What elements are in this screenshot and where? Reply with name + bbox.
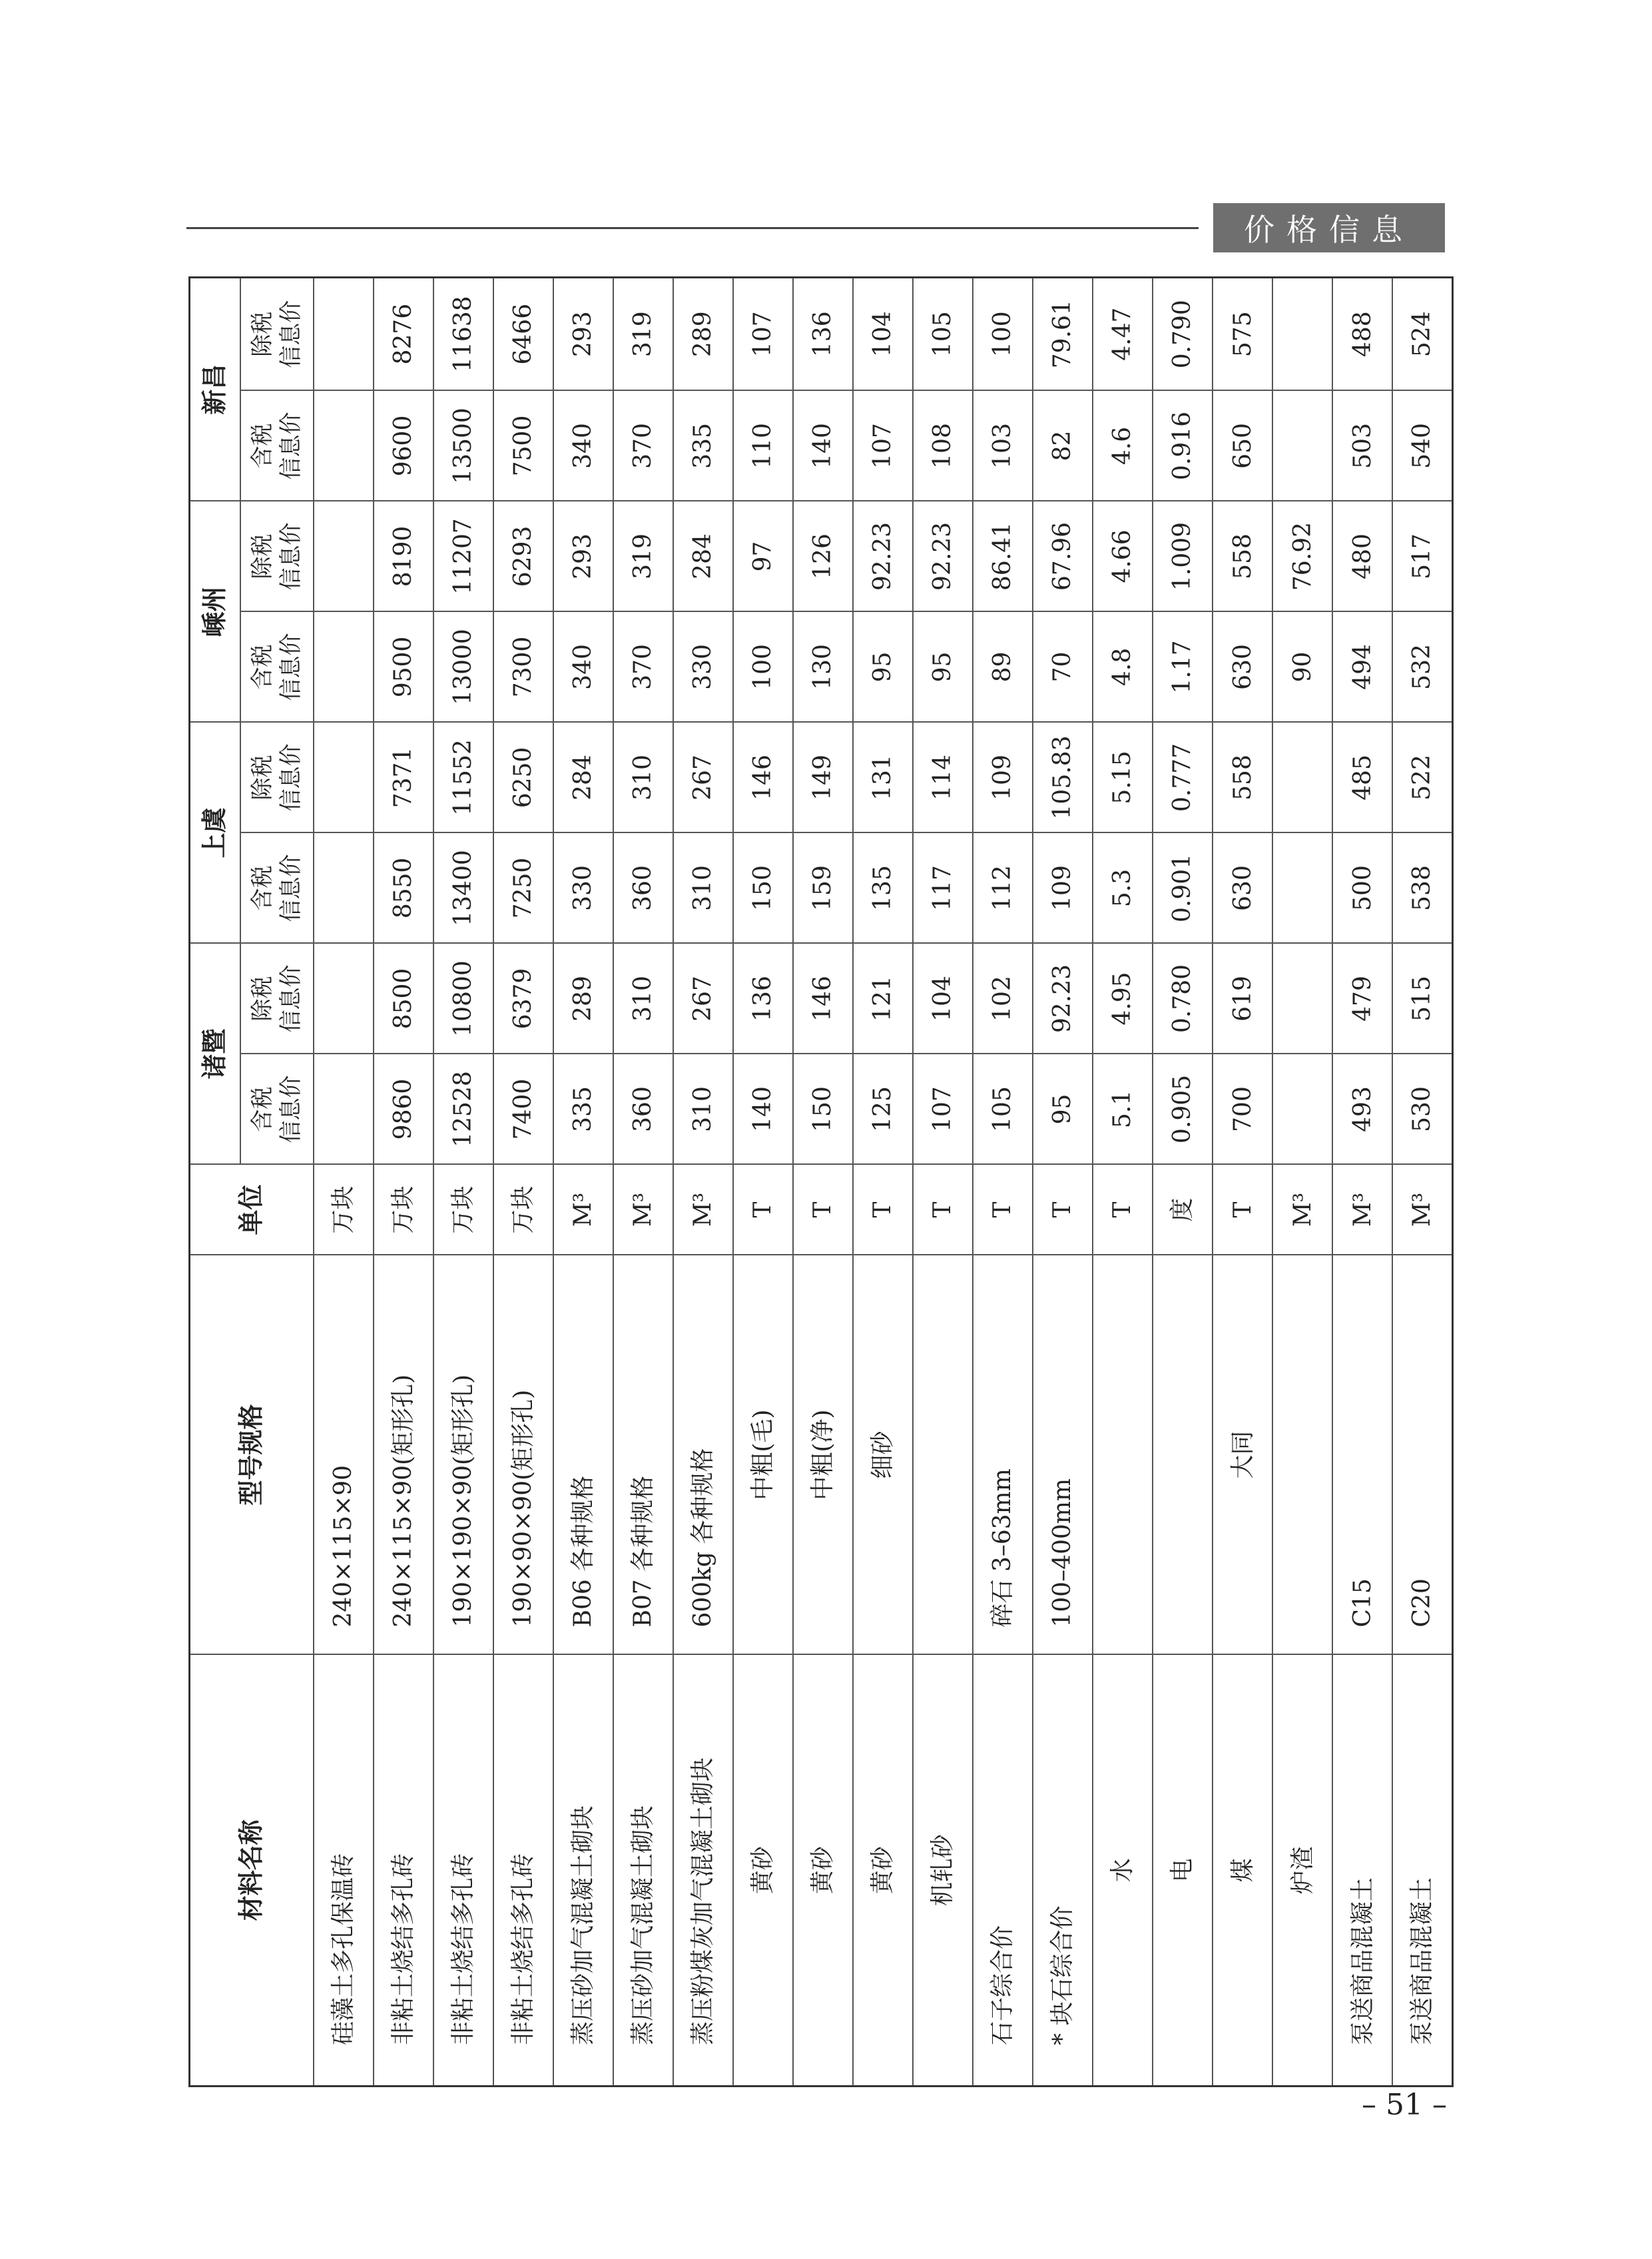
cell-unit: T (853, 1165, 913, 1255)
cell-price-tax-included: 82 (1033, 390, 1093, 501)
cell-price-tax-included: 107 (913, 1054, 973, 1165)
cell-price-tax-included: 650 (1213, 390, 1272, 501)
cell-price-tax-excluded: 126 (793, 501, 853, 611)
cell-price-tax-included: 700 (1213, 1054, 1272, 1165)
cell-price-tax-included (314, 390, 374, 501)
header-tax-included: 含税 信息价 (240, 1054, 314, 1165)
cell-spec (913, 1255, 973, 1655)
cell-price-tax-excluded: 146 (733, 722, 793, 832)
cell-price-tax-included: 13400 (433, 832, 493, 943)
header-spec: 型号规格 (190, 1255, 314, 1655)
cell-price-tax-excluded: 267 (673, 722, 733, 832)
cell-price-tax-excluded: 92.23 (853, 501, 913, 611)
cell-price-tax-excluded: 67.96 (1033, 501, 1093, 611)
cell-material-name: 黄砂 (793, 1655, 853, 2087)
cell-price-tax-excluded: 5.15 (1093, 722, 1153, 832)
cell-price-tax-included: 9600 (374, 390, 433, 501)
cell-unit: 万块 (493, 1165, 553, 1255)
cell-price-tax-included: 370 (613, 611, 673, 722)
cell-unit: M³ (1332, 1165, 1392, 1255)
cell-price-tax-excluded: 319 (613, 501, 673, 611)
cell-price-tax-excluded: 293 (553, 501, 613, 611)
cell-price-tax-included: 90 (1272, 611, 1332, 722)
cell-price-tax-included: 310 (673, 1054, 733, 1165)
cell-price-tax-excluded: 0.790 (1153, 277, 1213, 390)
cell-price-tax-excluded: 293 (553, 277, 613, 390)
table-row (673, 277, 733, 2086)
cell-price-tax-included: 540 (1392, 390, 1452, 501)
cell-price-tax-excluded: 524 (1392, 277, 1452, 390)
table-row (1093, 277, 1153, 2086)
cell-spec: 细砂 (853, 1255, 913, 1655)
header-unit: 单位 (190, 1165, 314, 1255)
cell-material-name: 黄砂 (853, 1655, 913, 2087)
cell-material-name: 水 (1093, 1655, 1153, 2087)
cell-price-tax-included: 100 (733, 611, 793, 722)
cell-price-tax-excluded: 131 (853, 722, 913, 832)
cell-price-tax-included: 95 (1033, 1054, 1093, 1165)
cell-unit: T (973, 1165, 1033, 1255)
cell-price-tax-included: 1.17 (1153, 611, 1213, 722)
cell-price-tax-excluded: 136 (793, 277, 853, 390)
cell-price-tax-excluded: 267 (673, 943, 733, 1054)
cell-price-tax-excluded: 4.66 (1093, 501, 1153, 611)
cell-price-tax-excluded: 10800 (433, 943, 493, 1054)
cell-price-tax-excluded: 4.47 (1093, 277, 1153, 390)
cell-price-tax-excluded: 109 (973, 722, 1033, 832)
cell-price-tax-excluded: 6379 (493, 943, 553, 1054)
cell-price-tax-excluded: 522 (1392, 722, 1452, 832)
cell-price-tax-included (314, 832, 374, 943)
cell-price-tax-included: 105 (973, 1054, 1033, 1165)
cell-price-tax-included: 140 (733, 1054, 793, 1165)
cell-price-tax-excluded: 92.23 (913, 501, 973, 611)
cell-price-tax-excluded: 114 (913, 722, 973, 832)
cell-price-tax-included: 530 (1392, 1054, 1452, 1165)
header-region: 嵊州 (190, 501, 240, 722)
header-tax-excluded: 除税 信息价 (240, 722, 314, 832)
cell-price-tax-excluded (314, 277, 374, 390)
cell-unit: M³ (1392, 1165, 1452, 1255)
cell-price-tax-excluded: 102 (973, 943, 1033, 1054)
cell-unit: T (1033, 1165, 1093, 1255)
cell-price-tax-included: 0.901 (1153, 832, 1213, 943)
header-region: 诸暨 (190, 943, 240, 1164)
header-tax-excluded: 除税 信息价 (240, 501, 314, 611)
table-row (374, 277, 433, 2086)
cell-price-tax-excluded: 107 (733, 277, 793, 390)
cell-price-tax-included: 159 (793, 832, 853, 943)
cell-spec (1093, 1255, 1153, 1655)
cell-price-tax-included: 7500 (493, 390, 553, 501)
cell-price-tax-excluded: 4.95 (1093, 943, 1153, 1054)
cell-price-tax-included: 103 (973, 390, 1033, 501)
table-row (853, 277, 913, 2086)
cell-spec: B07 各种规格 (613, 1255, 673, 1655)
cell-material-name: 硅藻土多孔保温砖 (314, 1655, 374, 2087)
table-row (1213, 277, 1272, 2086)
page-number: – 51 – (1362, 2088, 1447, 2122)
cell-price-tax-excluded: 558 (1213, 501, 1272, 611)
cell-price-tax-included: 112 (973, 832, 1033, 943)
table-row (973, 277, 1033, 2086)
header-tax-included: 含税 信息价 (240, 390, 314, 501)
cell-unit: T (793, 1165, 853, 1255)
cell-price-tax-excluded: 149 (793, 722, 853, 832)
cell-price-tax-included: 9860 (374, 1054, 433, 1165)
cell-price-tax-excluded: 619 (1213, 943, 1272, 1054)
cell-price-tax-included (314, 611, 374, 722)
cell-price-tax-excluded: 0.777 (1153, 722, 1213, 832)
section-title-badge: 价格信息 (1213, 203, 1445, 252)
cell-material-name: 蒸压砂加气混凝土砌块 (613, 1655, 673, 2087)
cell-spec: 100–400mm (1033, 1255, 1093, 1655)
cell-price-tax-excluded: 8276 (374, 277, 433, 390)
cell-material-name: 石子综合价 (973, 1655, 1033, 2087)
cell-price-tax-included: 5.3 (1093, 832, 1153, 943)
header-region: 新昌 (190, 277, 240, 501)
cell-price-tax-excluded (314, 943, 374, 1054)
cell-price-tax-included: 630 (1213, 611, 1272, 722)
cell-price-tax-excluded: 136 (733, 943, 793, 1054)
cell-price-tax-included (1272, 832, 1332, 943)
header-tax-included: 含税 信息价 (240, 832, 314, 943)
cell-unit: 万块 (314, 1165, 374, 1255)
cell-price-tax-included: 330 (673, 611, 733, 722)
cell-price-tax-excluded: 92.23 (1033, 943, 1093, 1054)
cell-price-tax-included: 8550 (374, 832, 433, 943)
cell-unit: T (1213, 1165, 1272, 1255)
cell-price-tax-excluded: 6293 (493, 501, 553, 611)
cell-price-tax-included: 360 (613, 1054, 673, 1165)
cell-price-tax-excluded: 105.83 (1033, 722, 1093, 832)
cell-spec (1272, 1255, 1332, 1655)
cell-price-tax-included: 4.6 (1093, 390, 1153, 501)
cell-price-tax-excluded: 310 (613, 943, 673, 1054)
cell-price-tax-included: 107 (853, 390, 913, 501)
cell-price-tax-included: 335 (673, 390, 733, 501)
cell-price-tax-included: 13000 (433, 611, 493, 722)
cell-price-tax-included: 493 (1332, 1054, 1392, 1165)
cell-price-tax-included: 335 (553, 1054, 613, 1165)
cell-material-name: 黄砂 (733, 1655, 793, 2087)
cell-material-name: 炉渣 (1272, 1655, 1332, 2087)
table-row (1153, 277, 1213, 2086)
cell-price-tax-excluded: 284 (673, 501, 733, 611)
cell-price-tax-excluded: 79.61 (1033, 277, 1093, 390)
cell-price-tax-excluded: 485 (1332, 722, 1392, 832)
cell-spec: 600kg 各种规格 (673, 1255, 733, 1655)
cell-material-name: * 块石综合价 (1033, 1655, 1093, 2087)
cell-material-name: 蒸压粉煤灰加气混凝土砌块 (673, 1655, 733, 2087)
cell-price-tax-included: 494 (1332, 611, 1392, 722)
cell-price-tax-excluded: 8190 (374, 501, 433, 611)
cell-unit: T (733, 1165, 793, 1255)
cell-price-tax-excluded: 6466 (493, 277, 553, 390)
cell-unit: M³ (553, 1165, 613, 1255)
cell-price-tax-included: 4.8 (1093, 611, 1153, 722)
cell-price-tax-included: 630 (1213, 832, 1272, 943)
cell-price-tax-included: 130 (793, 611, 853, 722)
cell-material-name: 机轧砂 (913, 1655, 973, 2087)
cell-price-tax-included: 140 (793, 390, 853, 501)
header-region: 上虞 (190, 722, 240, 943)
cell-price-tax-included: 500 (1332, 832, 1392, 943)
cell-spec: 240×115×90 (314, 1255, 374, 1655)
cell-price-tax-included: 89 (973, 611, 1033, 722)
header-rule (186, 227, 1199, 229)
cell-unit: 万块 (433, 1165, 493, 1255)
cell-unit: 度 (1153, 1165, 1213, 1255)
cell-price-tax-excluded: 575 (1213, 277, 1272, 390)
cell-price-tax-included: 108 (913, 390, 973, 501)
cell-material-name: 电 (1153, 1655, 1213, 2087)
cell-material-name: 泵送商品混凝土 (1332, 1655, 1392, 2087)
cell-price-tax-excluded: 7371 (374, 722, 433, 832)
cell-price-tax-included: 5.1 (1093, 1054, 1153, 1165)
cell-price-tax-excluded: 289 (553, 943, 613, 1054)
cell-material-name: 泵送商品混凝土 (1392, 1655, 1452, 2087)
cell-price-tax-included: 13500 (433, 390, 493, 501)
cell-price-tax-included: 70 (1033, 611, 1093, 722)
table-row (733, 277, 793, 2086)
cell-price-tax-included: 532 (1392, 611, 1452, 722)
cell-material-name: 煤 (1213, 1655, 1272, 2087)
cell-price-tax-included: 7300 (493, 611, 553, 722)
table-row (793, 277, 853, 2086)
cell-unit: 万块 (374, 1165, 433, 1255)
cell-price-tax-included: 150 (793, 1054, 853, 1165)
cell-price-tax-included: 0.916 (1153, 390, 1213, 501)
cell-price-tax-included: 370 (613, 390, 673, 501)
cell-price-tax-excluded: 558 (1213, 722, 1272, 832)
cell-spec: 240×115×90(矩形孔) (374, 1255, 433, 1655)
header-tax-excluded: 除税 信息价 (240, 277, 314, 390)
table-row (314, 277, 374, 2086)
cell-price-tax-excluded: 284 (553, 722, 613, 832)
cell-spec: 中粗(净) (793, 1255, 853, 1655)
cell-unit: T (913, 1165, 973, 1255)
cell-price-tax-included: 7250 (493, 832, 553, 943)
cell-price-tax-excluded: 310 (613, 722, 673, 832)
cell-price-tax-included: 340 (553, 611, 613, 722)
cell-price-tax-included: 117 (913, 832, 973, 943)
cell-price-tax-included: 360 (613, 832, 673, 943)
table-row (1392, 277, 1452, 2086)
header-name: 材料名称 (190, 1655, 314, 2087)
cell-price-tax-included: 109 (1033, 832, 1093, 943)
table-row (1033, 277, 1093, 2086)
table-row (433, 277, 493, 2086)
cell-price-tax-excluded: 517 (1392, 501, 1452, 611)
cell-price-tax-excluded: 97 (733, 501, 793, 611)
cell-price-tax-excluded: 76.92 (1272, 501, 1332, 611)
cell-price-tax-excluded (314, 501, 374, 611)
cell-price-tax-included: 95 (913, 611, 973, 722)
cell-price-tax-excluded: 289 (673, 277, 733, 390)
cell-price-tax-excluded: 11552 (433, 722, 493, 832)
cell-price-tax-excluded: 8500 (374, 943, 433, 1054)
cell-price-tax-included: 503 (1332, 390, 1392, 501)
cell-material-name: 非粘土烧结多孔砖 (374, 1655, 433, 2087)
cell-price-tax-included (1272, 1054, 1332, 1165)
cell-price-tax-excluded: 11638 (433, 277, 493, 390)
header-tax-excluded: 除税 信息价 (240, 943, 314, 1054)
cell-spec: C20 (1392, 1255, 1452, 1655)
cell-price-tax-included: 95 (853, 611, 913, 722)
cell-material-name: 非粘土烧结多孔砖 (433, 1655, 493, 2087)
cell-price-tax-included: 0.905 (1153, 1054, 1213, 1165)
cell-price-tax-included: 330 (553, 832, 613, 943)
cell-price-tax-excluded: 11207 (433, 501, 493, 611)
cell-price-tax-included: 9500 (374, 611, 433, 722)
cell-spec: 190×90×90(矩形孔) (493, 1255, 553, 1655)
cell-price-tax-included: 340 (553, 390, 613, 501)
cell-price-tax-excluded: 480 (1332, 501, 1392, 611)
cell-unit: M³ (673, 1165, 733, 1255)
cell-price-tax-excluded: 1.009 (1153, 501, 1213, 611)
cell-unit: M³ (1272, 1165, 1332, 1255)
cell-spec: 碎石 3–63mm (973, 1255, 1033, 1655)
cell-material-name: 非粘土烧结多孔砖 (493, 1655, 553, 2087)
cell-spec: B06 各种规格 (553, 1255, 613, 1655)
cell-price-tax-excluded: 104 (913, 943, 973, 1054)
header-tax-included: 含税 信息价 (240, 611, 314, 722)
cell-price-tax-excluded: 6250 (493, 722, 553, 832)
cell-price-tax-included: 12528 (433, 1054, 493, 1165)
cell-price-tax-included: 7400 (493, 1054, 553, 1165)
cell-price-tax-excluded: 121 (853, 943, 913, 1054)
cell-price-tax-excluded: 488 (1332, 277, 1392, 390)
cell-price-tax-excluded: 515 (1392, 943, 1452, 1054)
cell-price-tax-included: 310 (673, 832, 733, 943)
cell-price-tax-excluded: 146 (793, 943, 853, 1054)
cell-price-tax-included: 125 (853, 1054, 913, 1165)
table-row (493, 277, 553, 2086)
cell-material-name: 蒸压砂加气混凝土砌块 (553, 1655, 613, 2087)
table-row (1332, 277, 1392, 2086)
cell-price-tax-excluded: 105 (913, 277, 973, 390)
table-row (913, 277, 973, 2086)
cell-price-tax-excluded: 86.41 (973, 501, 1033, 611)
cell-price-tax-excluded (314, 722, 374, 832)
cell-price-tax-excluded (1272, 277, 1332, 390)
cell-price-tax-excluded: 0.780 (1153, 943, 1213, 1054)
cell-price-tax-excluded: 104 (853, 277, 913, 390)
cell-spec: 190×190×90(矩形孔) (433, 1255, 493, 1655)
price-table (188, 276, 1454, 2087)
cell-unit: M³ (613, 1165, 673, 1255)
table-container (188, 278, 1454, 2087)
cell-unit: T (1093, 1165, 1153, 1255)
cell-spec: 大同 (1213, 1255, 1272, 1655)
table-row (553, 277, 613, 2086)
cell-spec (1153, 1255, 1213, 1655)
cell-price-tax-included: 150 (733, 832, 793, 943)
cell-spec: C15 (1332, 1255, 1392, 1655)
table-row (1272, 277, 1332, 2086)
cell-price-tax-included: 110 (733, 390, 793, 501)
cell-price-tax-excluded: 319 (613, 277, 673, 390)
cell-price-tax-included (314, 1054, 374, 1165)
table-row (613, 277, 673, 2086)
cell-price-tax-excluded (1272, 943, 1332, 1054)
cell-price-tax-included: 538 (1392, 832, 1452, 943)
cell-price-tax-included: 135 (853, 832, 913, 943)
cell-spec: 中粗(毛) (733, 1255, 793, 1655)
cell-price-tax-excluded (1272, 722, 1332, 832)
cell-price-tax-excluded: 479 (1332, 943, 1392, 1054)
cell-price-tax-excluded: 100 (973, 277, 1033, 390)
cell-price-tax-included (1272, 390, 1332, 501)
